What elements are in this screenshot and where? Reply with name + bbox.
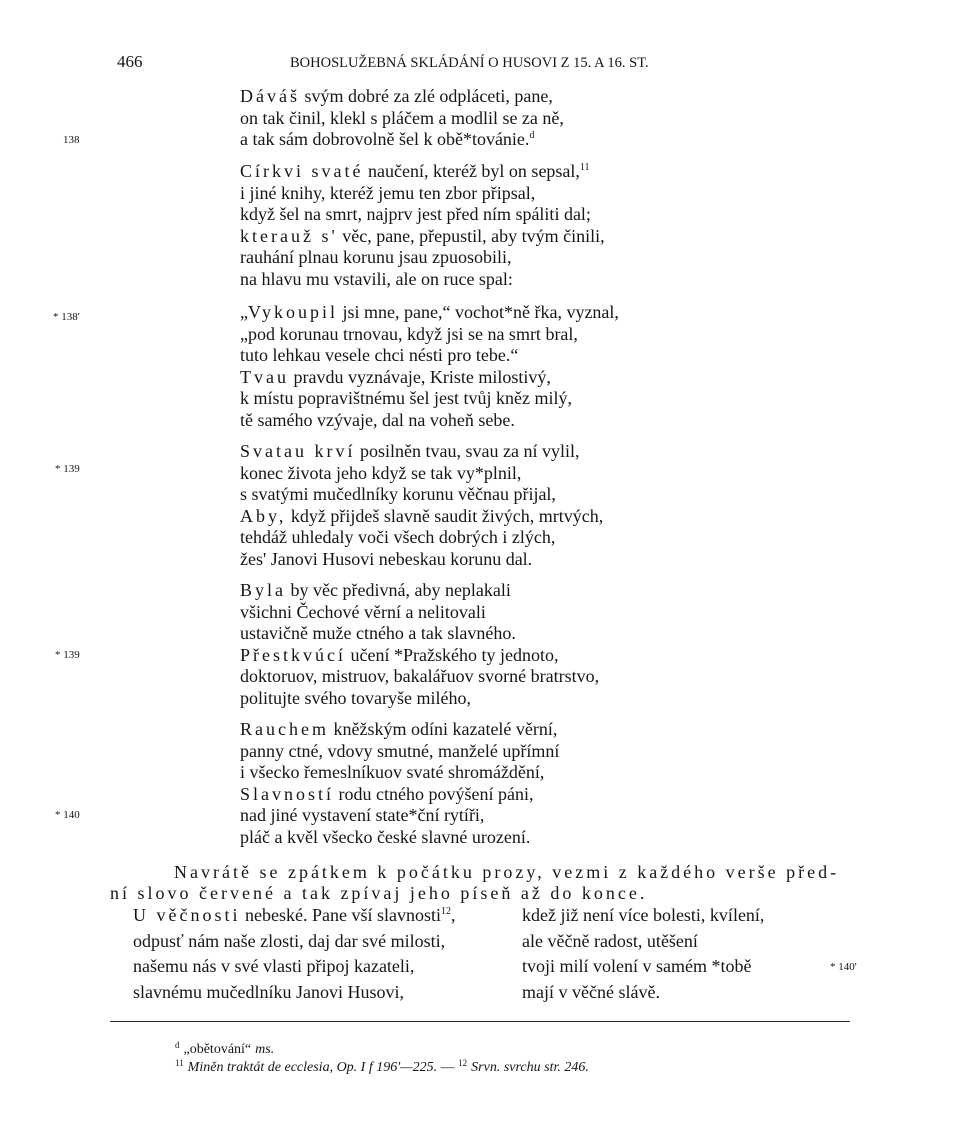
rubric-word: Církvi svaté — [240, 161, 364, 181]
verse-line: „pod korunau trnovau, když jsi se na smrt bral, — [240, 323, 578, 344]
verse-line — [240, 367, 619, 389]
closing-stanza-right-column — [522, 903, 764, 1005]
stanza-5 — [240, 580, 599, 709]
verse-line — [240, 129, 564, 151]
verse-text: posilněn tvau, svau za ní vylil, — [355, 441, 580, 461]
footnote-italic-text: ms. — [255, 1042, 275, 1057]
verse-line: i všecko řemeslníkuov svaté shromáždění, — [240, 762, 545, 782]
page-number: 466 — [117, 52, 143, 71]
footnote-mark: 11 — [175, 1058, 184, 1068]
verse-line: ustavičně muže ctného a tak slavného. — [240, 623, 516, 643]
verse-line: pláč a kvěl všecko české slavné urození. — [240, 826, 531, 847]
margin-folio-note: * 139 — [55, 649, 80, 661]
verse-line: slavnému mučedlníku Janovi Husovi, — [133, 981, 404, 1002]
footnote-mark: d — [175, 1040, 180, 1050]
opening-quote: „ — [240, 302, 248, 322]
running-title: BOHOSLUŽEBNÁ SKLÁDÁNÍ O HUSOVI Z 15. A 16. ST. — [290, 55, 649, 71]
verse-line: s svatými mučedlníky korunu věčnau přijal, — [240, 484, 556, 504]
verse-line — [133, 903, 455, 929]
verse-line: doktoruov, mistruov, bakalářuov svorné bratrstvo, — [240, 666, 600, 686]
instruction-line: Navrátě se zpátkem k počátku prozy, vezmi z každého verše před- — [174, 862, 840, 882]
verse-text: kněžským odíni kazatelé věrní, — [328, 719, 558, 739]
verse-line: panny ctné, vdovy smutné, manželé upřímní — [240, 740, 560, 761]
footnote-mark: 12 — [458, 1058, 468, 1068]
stanza-2 — [240, 161, 605, 290]
verse-line: žes' Janovi Husovi nebeskau korunu dal. — [240, 548, 533, 569]
rubric-word: Rauchem — [240, 719, 329, 739]
rubric-word: Slavností — [240, 783, 335, 804]
verse-line: tuto lehkau vesele chci nésti pro tebe.“ — [240, 345, 519, 365]
verse-line — [240, 645, 599, 667]
stanza-3 — [240, 302, 619, 431]
rubric-word: Tvau — [240, 366, 289, 387]
footnote — [175, 1059, 589, 1077]
footnote — [175, 1041, 274, 1059]
verse-line: tvoji milí volení v samém *tobě — [522, 956, 752, 976]
instruction-line: ní slovo červené a tak zpívaj jeho píseň až do konce. — [110, 883, 648, 903]
margin-folio-note: * 139 — [55, 463, 80, 475]
rubric-word: Svatau krví — [240, 441, 356, 461]
rubric-word: U věčnosti — [133, 905, 241, 925]
verse-text: nebeské. Pane vší slavnosti — [240, 905, 441, 925]
verse-line — [240, 86, 564, 108]
verse-text: věc, pane, přepustil, aby tvým činili, — [337, 225, 605, 246]
verse-text: pravdu vyznávaje, Kriste milostivý, — [288, 366, 551, 387]
verse-line: konec života jeho když se tak vy*plnil, — [240, 462, 522, 483]
footnote-separator: — — [437, 1060, 459, 1075]
verse-text: rodu ctného povýšení páni, — [334, 783, 534, 804]
verse-line — [240, 226, 605, 248]
verse-line: rauhání plnau korunu jsau zpuosobili, — [240, 247, 512, 267]
footnote-separator-rule — [110, 1021, 850, 1022]
verse-line — [240, 784, 559, 806]
stanza-6 — [240, 719, 559, 848]
verse-text: když přijdeš slavně saudit živých, mrtvých, — [286, 505, 604, 526]
verse-line: on tak činil, klekl s pláčem a modlil se za ně, — [240, 107, 564, 128]
verse-line: ale věčně radost, utěšení — [522, 930, 698, 951]
verse-line: politujte svého tovaryše milého, — [240, 687, 471, 708]
verse-text: svým dobré za zlé odpláceti, pane, — [299, 86, 553, 106]
footnote-ref: d — [529, 130, 535, 141]
margin-folio-note: * 138' — [53, 311, 80, 323]
verse-line: i jiné knihy, kteréž jemu ten zbor připsal, — [240, 182, 536, 203]
verse-text: jsi mne, pane,“ vochot*ně řka, vyznal, — [338, 302, 619, 322]
verse-text: a tak sám dobrovolně šel k obě*továnie. — [240, 129, 530, 149]
verse-line — [240, 580, 599, 602]
footnote-ref: 12 — [440, 906, 451, 917]
verse-line — [240, 719, 559, 741]
closing-stanza-left-column — [133, 903, 455, 1005]
stanza-1 — [240, 86, 564, 151]
verse-line — [240, 161, 605, 183]
rubric-word: Aby, — [240, 505, 287, 526]
verse-line: tě samého vzývaje, dal na voheň sebe. — [240, 409, 515, 430]
verse-text: naučení, kteréž byl on sepsal, — [363, 161, 580, 181]
rubric-word: Přestkvúcí — [240, 644, 346, 665]
rubric-word: kterauž s' — [240, 225, 338, 246]
verse-line: kdež již není více bolesti, kvílení, — [522, 905, 765, 925]
stanza-4 — [240, 441, 603, 570]
footnote-ref: 11 — [579, 162, 590, 173]
verse-line — [240, 302, 619, 324]
verse-line: tehdáž uhledaly voči všech dobrých i zlých, — [240, 527, 556, 547]
verse-text: by věc předivná, aby neplakali — [286, 580, 511, 600]
verse-line: mají v věčné slávě. — [522, 981, 660, 1002]
verse-line — [240, 441, 603, 463]
verse-line: nad jiné vystavení state*ční rytíři, — [240, 805, 485, 825]
rubric-word: Dáváš — [240, 86, 300, 106]
verse-punctuation: , — [450, 905, 456, 925]
margin-folio-note: * 140 — [55, 809, 80, 821]
footnote-italic-text: Srvn. svrchu str. 246. — [471, 1060, 589, 1075]
margin-folio-note: * 140' — [830, 961, 857, 973]
verse-text: učení *Pražského ty jednoto, — [346, 644, 559, 665]
margin-folio-note: 138 — [63, 134, 80, 146]
footnote-italic-text: Miněn traktát de ecclesia, Op. I f 196'—225. — [187, 1060, 438, 1075]
verse-line: našemu nás v své vlasti připoj kazateli, — [133, 956, 415, 976]
verse-line — [240, 506, 603, 528]
footnote-text: „obětování“ — [183, 1042, 252, 1057]
verse-line: odpusť nám naše zlosti, daj dar své milosti, — [133, 930, 446, 951]
rubric-word: Vykoupil — [248, 302, 339, 322]
verse-line: když šel na smrt, najprv jest před ním spáliti dal; — [240, 204, 591, 224]
verse-line: k místu popravištnému šel jest tvůj kněz milý, — [240, 388, 572, 408]
rubric-word: Byla — [240, 580, 286, 600]
verse-line: všichni Čechové věrní a nelitovali — [240, 601, 486, 622]
verse-line: na hlavu mu vstavili, ale on ruce spal: — [240, 268, 513, 289]
